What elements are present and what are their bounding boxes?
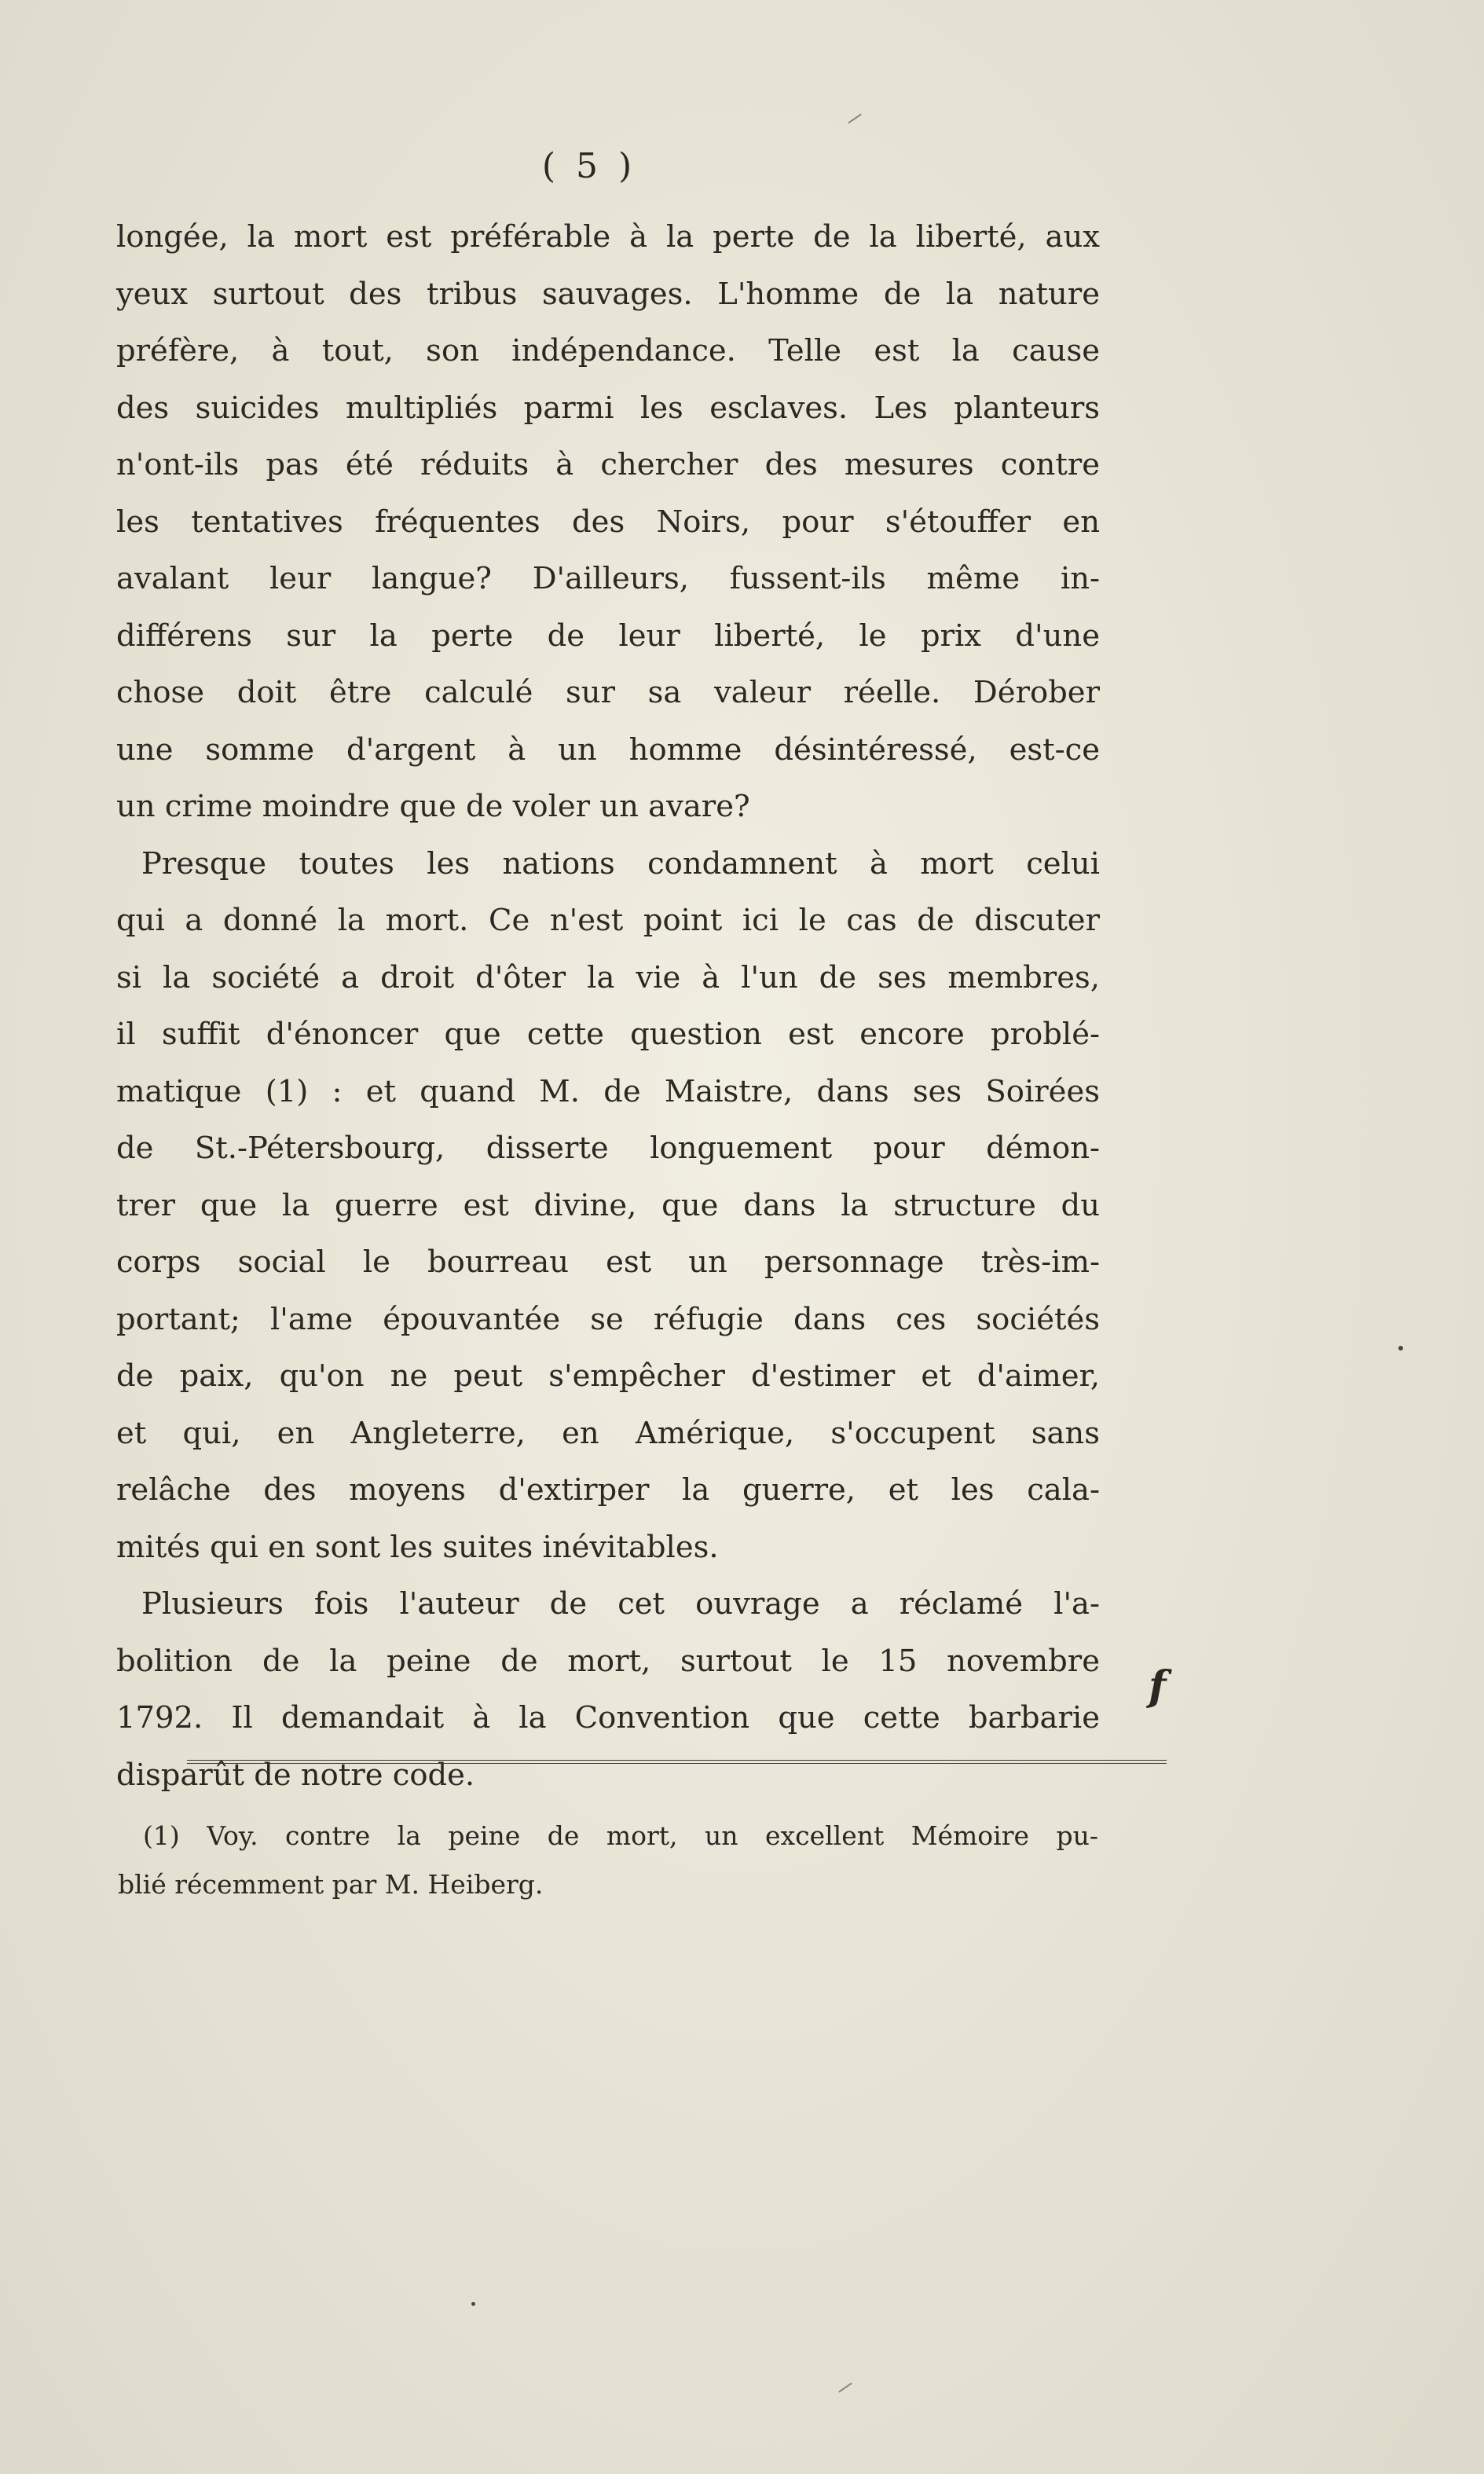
text-line: avalant leur langue? D'ailleurs, fussent-ils même in- — [116, 561, 1100, 596]
text-line: mités qui en sont les suites inévitables. — [116, 1529, 719, 1565]
marginal-mark: f — [1149, 1662, 1167, 1710]
text-line: Plusieurs fois l'auteur de cet ouvrage a réclamé l'a- — [141, 1586, 1100, 1622]
text-line: de paix, qu'on ne peut s'empêcher d'estimer et d'aimer, — [116, 1358, 1100, 1394]
text-line: 1792. Il demandait à la Convention que cette barbarie — [116, 1700, 1100, 1735]
text-line: et qui, en Angleterre, en Amérique, s'occupent sans — [116, 1415, 1100, 1451]
text-line: longée, la mort est préférable à la perte de la liberté, aux — [116, 219, 1100, 255]
text-line: un crime moindre que de voler un avare? — [116, 789, 750, 824]
footnote-line: blié récemment par M. Heiberg. — [118, 1869, 544, 1900]
text-line: matique (1) : et quand M. de Maistre, dans ses Soirées — [116, 1073, 1100, 1109]
text-line: disparût de notre code. — [116, 1757, 475, 1793]
scan-speck — [1398, 1346, 1403, 1351]
text-line: il suffit d'énoncer que cette question est encore problé- — [116, 1017, 1100, 1052]
text-line: préfère, à tout, son indépendance. Telle est la cause — [116, 333, 1100, 368]
text-line: n'ont-ils pas été réduits à chercher des mesures contre — [116, 447, 1100, 482]
text-line: chose doit être calculé sur sa valeur réelle. Dérober — [116, 675, 1100, 710]
text-line: qui a donné la mort. Ce n'est point ici le cas de discuter — [116, 903, 1100, 938]
text-line: des suicides multipliés parmi les esclaves. Les planteurs — [116, 390, 1100, 426]
footnotes — [118, 1812, 1098, 1909]
footnote-rule — [187, 1760, 1167, 1764]
text-line: relâche des moyens d'extirper la guerre, et les cala- — [116, 1472, 1100, 1508]
scan-mark — [848, 113, 862, 123]
scan-mark — [838, 2382, 852, 2392]
text-line: si la société a droit d'ôter la vie à l'un de ses membres, — [116, 959, 1100, 995]
text-line: de St.-Pétersbourg, disserte longuement pour démon- — [116, 1131, 1100, 1166]
page-number: ( 5 ) — [541, 146, 637, 186]
scan-speck — [471, 2302, 475, 2306]
footnote-line: (1) Voy. contre la peine de mort, un excellent Mémoire pu- — [143, 1820, 1098, 1851]
text-line: une somme d'argent à un homme désintéressé, est-ce — [116, 731, 1100, 768]
text-line: bolition de la peine de mort, surtout le 15 novembre — [116, 1643, 1100, 1679]
text-line: différens sur la perte de leur liberté, le prix d'une — [116, 618, 1100, 654]
text-line: yeux surtout des tribus sauvages. L'homme de la nature — [116, 276, 1100, 312]
body-text — [116, 209, 1100, 1804]
text-line: corps social le bourreau est un personnage très-im- — [116, 1244, 1100, 1280]
text-line: les tentatives fréquentes des Noirs, pour s'étouffer en — [116, 504, 1100, 540]
text-line: portant; l'ame épouvantée se réfugie dans ces sociétés — [116, 1301, 1100, 1337]
text-line: Presque toutes les nations condamnent à mort celui — [141, 845, 1100, 881]
text-line: trer que la guerre est divine, que dans la structure du — [116, 1187, 1100, 1223]
